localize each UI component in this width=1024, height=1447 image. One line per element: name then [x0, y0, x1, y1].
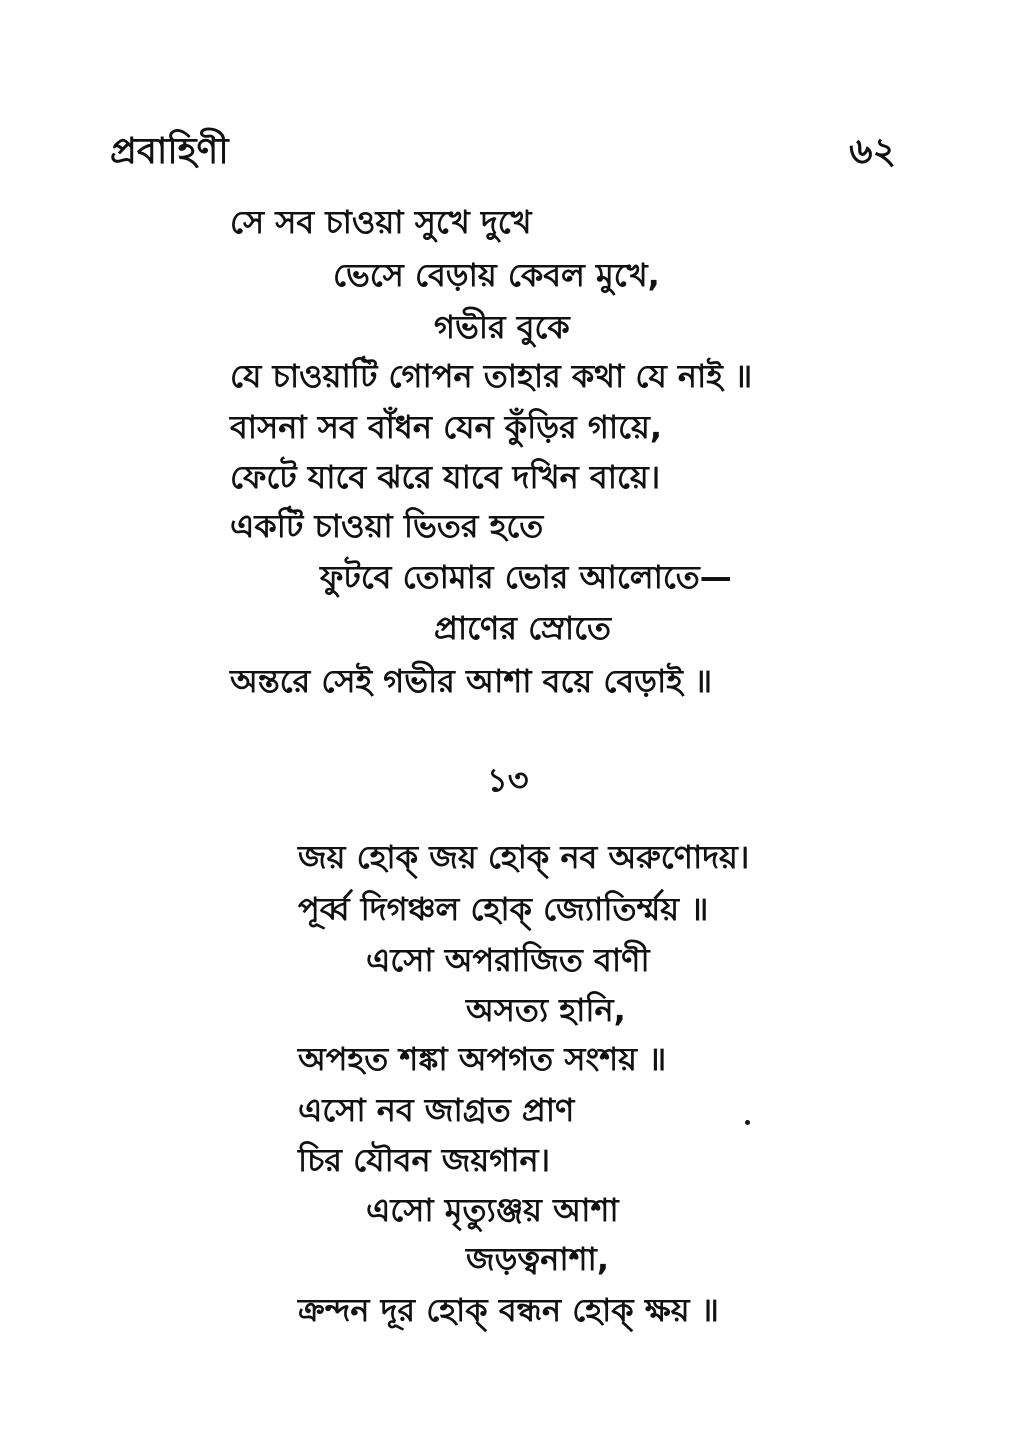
poem-line: ফুটবে তোমার ভোর আলোতে— — [320, 558, 732, 596]
page-number: ৬২ — [849, 131, 896, 172]
poem-line: ফেটে যাবে ঝরে যাবে দখিন বায়ে। — [230, 458, 661, 496]
poem-line: এসো মৃত্যুঞ্জয় আশা — [366, 1191, 619, 1229]
poem-line: জয় হোক্ জয় হোক্ নব অরুণোদয়। — [298, 838, 750, 876]
poem-line: একটি চাওয়া ভিতর হতে — [230, 507, 544, 545]
poem-line: পূর্ব্ব দিগঞ্চল হোক্ জ্যোতির্ম্ময় ॥ — [298, 890, 709, 928]
poem-line: জড়ত্বনাশা, — [466, 1240, 609, 1278]
poem-line: অন্তরে সেই গভীর আশা বয়ে বেড়াই ॥ — [230, 662, 713, 700]
print-speck — [745, 1120, 750, 1125]
book-title: প্রবাহিণী — [110, 131, 229, 172]
poem-line: ভেসে বেড়ায় কেবল মুখে, — [333, 256, 660, 294]
poem-line: প্রাণের স্রোতে — [434, 609, 611, 647]
poem-line: ক্রন্দন দূর হোক্ বন্ধন হোক্ ক্ষয় ॥ — [298, 1291, 719, 1329]
poem-line: চির যৌবন জয়গান। — [298, 1141, 551, 1179]
poem-line: বাসনা সব বাঁধন যেন কুঁড়ির গায়ে, — [230, 408, 663, 446]
poem-line: অপহত শঙ্কা অপগত সংশয় ॥ — [298, 1040, 667, 1078]
poem-line: এসো নব জাগ্রত প্রাণ — [298, 1091, 575, 1129]
section-number: ১৩ — [487, 761, 529, 799]
poem-line: যে চাওয়াটি গোপন তাহার কথা যে নাই ॥ — [230, 357, 753, 395]
poem-line: সে সব চাওয়া সুখে দুখে — [230, 203, 532, 241]
poem-line: এসো অপরাজিত বাণী — [366, 941, 650, 979]
poem-line: অসত্য হানি, — [466, 991, 626, 1029]
poem-line: গভীর বুকে — [434, 308, 570, 346]
